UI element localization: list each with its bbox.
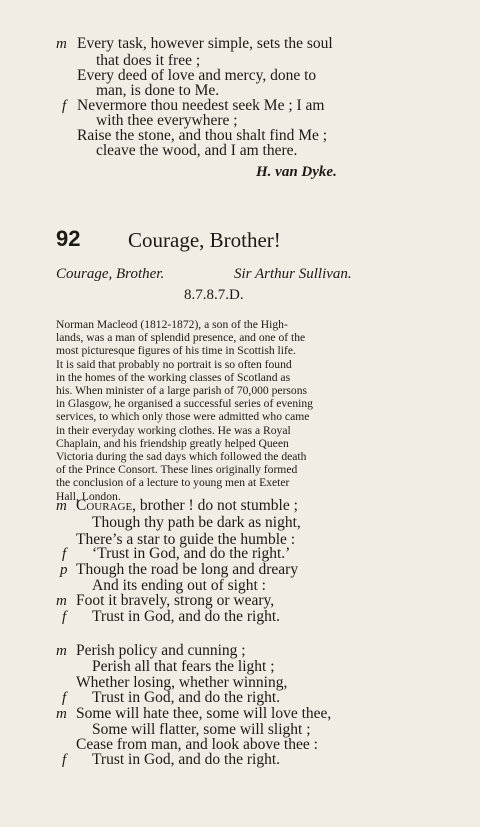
verse-line: ‘Trust in God, and do the right.’ xyxy=(92,545,291,562)
bio-line: It is said that probably no portrait is so often found xyxy=(56,357,292,371)
dynamic-mark: f xyxy=(62,98,67,114)
author-attribution: H. van Dyke. xyxy=(256,164,337,180)
bio-line: in their everyday working clothes. He was a Royal xyxy=(56,423,291,437)
verse-line: There’s a star to guide the humble : xyxy=(76,531,296,548)
bio-line: of the Prince Consort. These lines originally formed xyxy=(56,463,298,477)
dynamic-mark: m xyxy=(56,498,67,514)
verse-line: Foot it bravely, strong or weary, xyxy=(76,592,275,609)
verse-lead-word: Courage, xyxy=(76,497,137,514)
dynamic-mark: m xyxy=(56,706,67,722)
verse-line: Perish policy and cunning ; xyxy=(76,642,246,659)
verse-line: Every deed of love and mercy, done to xyxy=(77,67,317,84)
dynamic-mark: f xyxy=(62,690,67,706)
bio-line: the conclusion of a lecture to young men at Exeter xyxy=(56,476,290,490)
verse-line: man, is done to Me. xyxy=(96,82,220,99)
bio-line: in Glasgow, he organised a successful series of evening xyxy=(56,397,313,411)
metre: 8.7.8.7.D. xyxy=(184,287,244,303)
tune-name: Courage, Brother. xyxy=(56,266,165,282)
dynamic-mark: m xyxy=(56,593,67,609)
author-biography xyxy=(56,318,378,503)
bio-line: Victoria during the sad days which followed the death xyxy=(56,450,307,464)
verse-line: Nevermore thou needest seek Me ; I am xyxy=(77,97,325,114)
composer-name: Sir Arthur Sullivan. xyxy=(234,266,352,282)
verse-line: Trust in God, and do the right. xyxy=(92,751,281,768)
verse-line: that does it free ; xyxy=(96,52,201,69)
bio-line: in the homes of the working classes of Scotland as xyxy=(56,370,291,384)
dynamic-mark: m xyxy=(56,36,67,52)
verse-line: Trust in God, and do the right. xyxy=(92,689,281,706)
verse-line: Every task, however simple, sets the soul xyxy=(77,35,333,52)
bio-line: lands, was a man of splendid presence, and one of the xyxy=(56,331,306,345)
verse-line: Raise the stone, and thou shalt find Me ; xyxy=(77,127,328,144)
dynamic-mark: p xyxy=(60,562,68,578)
verse-line: with thee everywhere ; xyxy=(96,112,238,129)
verse-line-rest: brother ! do not stumble ; xyxy=(139,497,298,514)
verse-line xyxy=(76,497,298,515)
dynamic-mark: m xyxy=(56,643,67,659)
verse-line: Trust in God, and do the right. xyxy=(92,608,281,625)
verse-line: Whether losing, whether winning, xyxy=(76,674,288,691)
bio-line: Chaplain, and his friendship greatly helped Queen xyxy=(56,436,289,450)
verse-line: Some will flatter, some will slight ; xyxy=(92,721,311,738)
dynamic-mark: f xyxy=(62,546,67,562)
bio-line: his. When minister of a large parish of 70,000 persons xyxy=(56,384,308,398)
verse-line: Some will hate thee, some will love thee, xyxy=(76,705,332,722)
verse-line: cleave the wood, and I am there. xyxy=(96,142,298,159)
verse-line: Perish all that fears the light ; xyxy=(92,658,275,675)
verse-line: And its ending out of sight : xyxy=(92,577,266,594)
verse-line: Though the road be long and dreary xyxy=(76,561,299,578)
bio-line: Hall, London. xyxy=(56,489,121,503)
dynamic-mark: f xyxy=(62,609,67,625)
bio-line: Norman Macleod (1812-1872), a son of the High- xyxy=(56,318,288,331)
verse-line: Though thy path be dark as night, xyxy=(92,514,301,531)
hymn-title: Courage, Brother! xyxy=(128,228,281,252)
bio-line: most picturesque figures of his time in Scottish life. xyxy=(56,344,296,358)
dynamic-mark: f xyxy=(62,752,67,768)
hymn-number: 92 xyxy=(56,226,81,251)
verse-line: Cease from man, and look above thee : xyxy=(76,736,318,753)
bio-line: services, to which only those were admitted who came xyxy=(56,410,310,424)
